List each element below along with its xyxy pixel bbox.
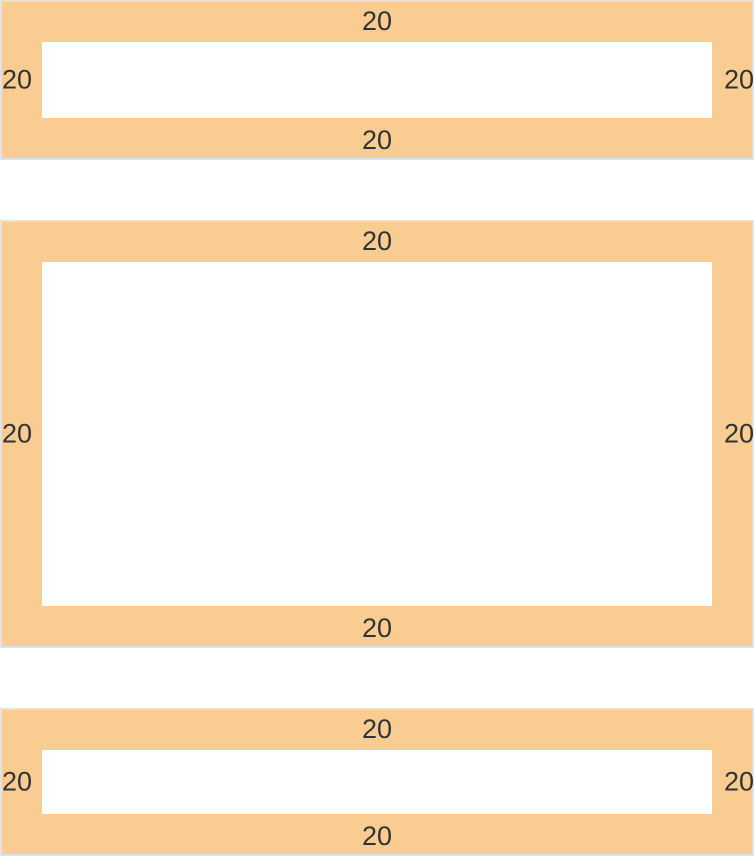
content-area — [42, 750, 712, 814]
margin-box — [0, 220, 754, 648]
margin-left-value: 20 — [2, 418, 33, 449]
margin-box — [0, 708, 754, 856]
margin-right-value: 20 — [723, 418, 754, 449]
margin-left-value: 20 — [2, 766, 33, 797]
content-area — [42, 262, 712, 606]
margin-bottom-value: 20 — [361, 821, 393, 851]
margin-box — [0, 0, 754, 160]
content-area — [42, 42, 712, 118]
margin-top-value: 20 — [361, 6, 393, 36]
margin-top-value: 20 — [361, 714, 393, 744]
margin-right-value: 20 — [723, 766, 754, 797]
margin-bottom-value: 20 — [361, 125, 393, 155]
margin-right-value: 20 — [723, 64, 754, 95]
margin-bottom-value: 20 — [361, 613, 393, 643]
margin-top-value: 20 — [361, 226, 393, 256]
margin-left-value: 20 — [2, 64, 33, 95]
